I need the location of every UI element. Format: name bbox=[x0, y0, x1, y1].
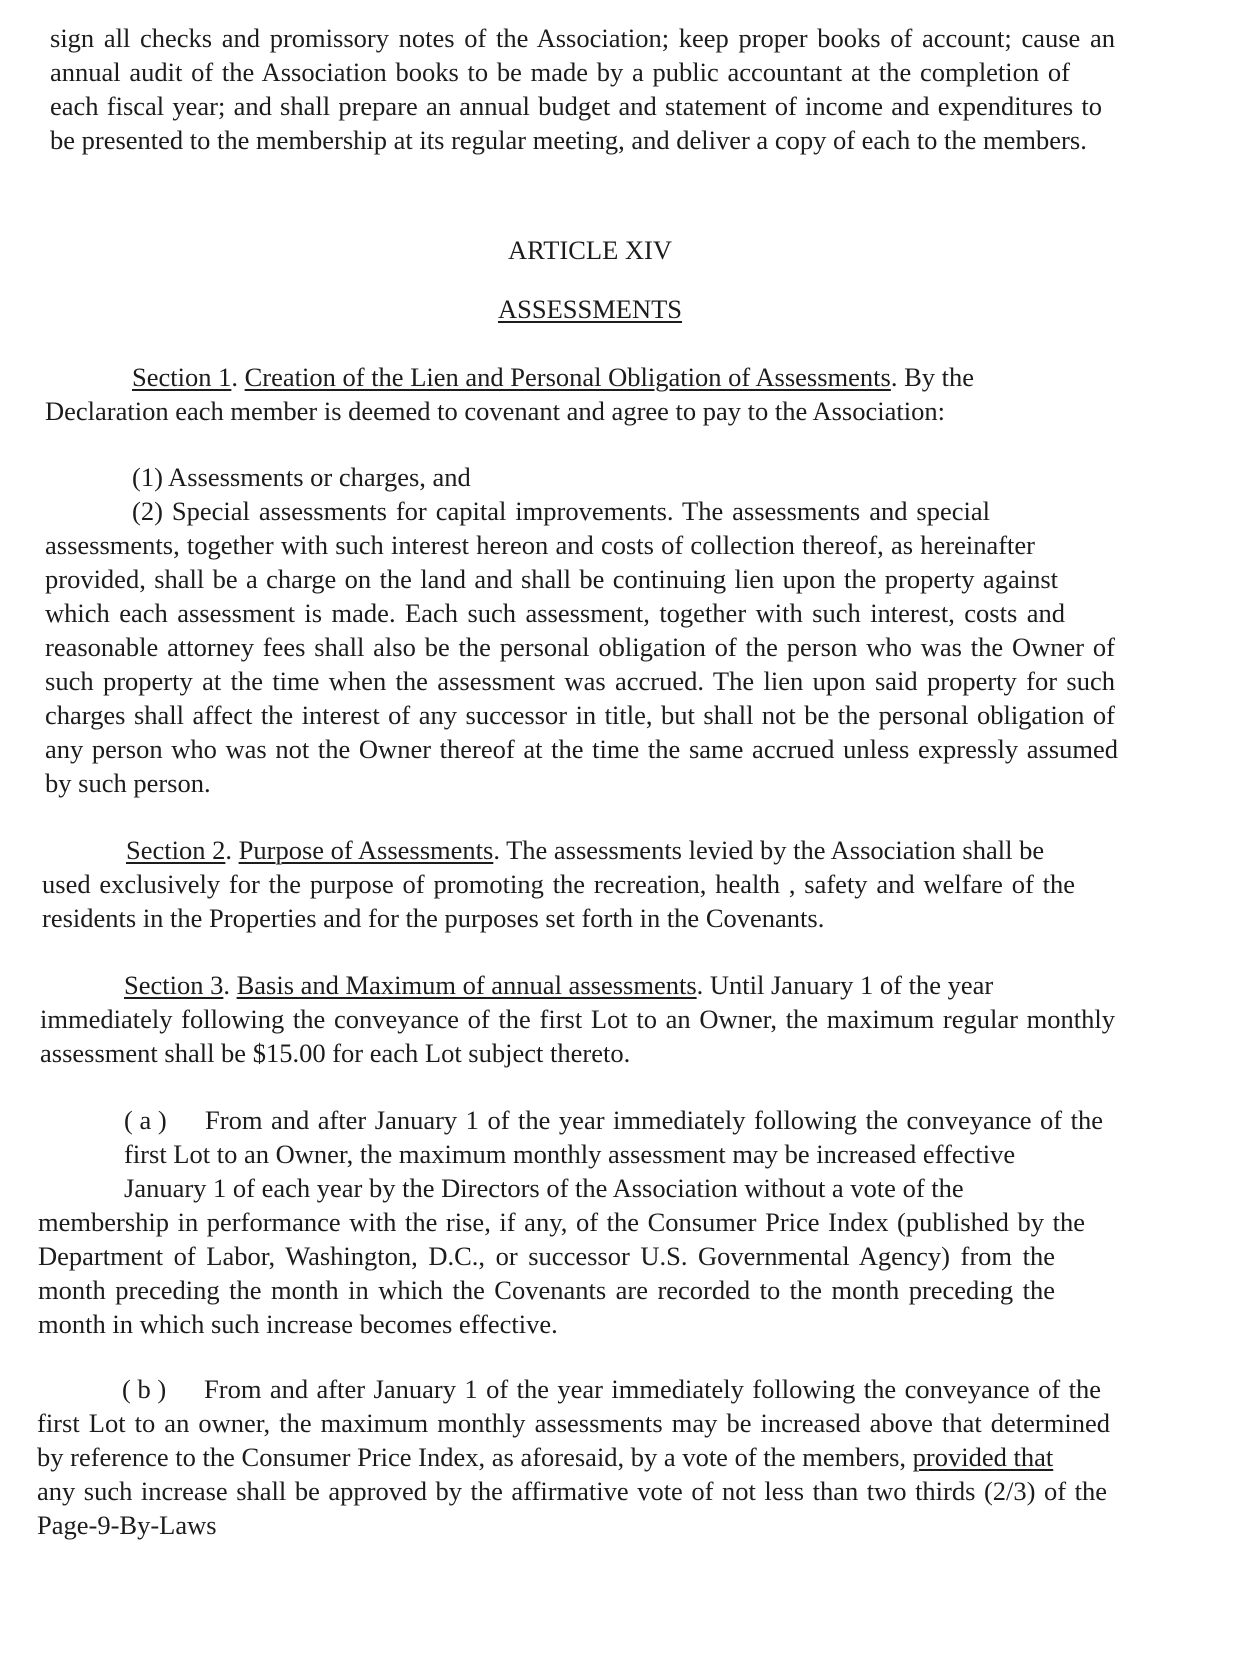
section-1-item-2-line: reasonable attorney fees shall also be the personal obligation of the person who was the Owner of bbox=[45, 632, 1115, 662]
top-paragraph-line-3: each fiscal year; and shall prepare an annual budget and statement of income and expenditures to bbox=[50, 91, 1102, 121]
section-1-item-2-last: by such person. bbox=[45, 768, 211, 798]
top-paragraph-line-2: annual audit of the Association books to be made by a public accountant at the completion of bbox=[50, 57, 1070, 87]
section-1-item-2-line: assessments, together with such interest hereon and costs of collection thereof, as hereinafter bbox=[45, 530, 1035, 560]
para-b-label: ( b ) bbox=[122, 1374, 167, 1404]
section-1-heading: Creation of the Lien and Personal Obligation of Assessments bbox=[244, 362, 891, 392]
para-b-first-line: From and after January 1 of the year immediately following the conveyance of the bbox=[204, 1374, 1101, 1404]
section-2-first-line-rest: . The assessments levied by the Association shall be bbox=[493, 835, 1045, 865]
section-2-heading-line: Section 2. Purpose of Assessments. The assessments levied by the Association shall be bbox=[126, 835, 1045, 865]
section-2-label: Section 2 bbox=[126, 835, 226, 865]
section-3-heading: Basis and Maximum of annual assessments bbox=[236, 970, 697, 1000]
para-a-line: month preceding the month in which the Covenants are recorded to the month preceding the bbox=[38, 1275, 1055, 1305]
page-footer: Page-9-By-Laws bbox=[37, 1510, 217, 1540]
para-b-provided-that: provided that bbox=[912, 1442, 1054, 1472]
section-3-label: Section 3 bbox=[124, 970, 224, 1000]
para-a-label: ( a ) bbox=[124, 1105, 167, 1135]
section-2-last: residents in the Properties and for the purposes set forth in the Covenants. bbox=[42, 903, 825, 933]
section-1-item-2-line: which each assessment is made. Each such assessment, together with such interest, costs and bbox=[45, 598, 1065, 628]
section-1-label: Section 1 bbox=[132, 362, 232, 392]
para-b-line-3 bbox=[37, 1440, 1053, 1474]
section-1-item-2-line: provided, shall be a charge on the land and shall be continuing lien upon the property against bbox=[45, 564, 1058, 594]
para-b-line-4: any such increase shall be approved by the affirmative vote of not less than two thirds (2/3) of the bbox=[37, 1476, 1107, 1506]
para-b-line: first Lot to an owner, the maximum monthly assessments may be increased above that determined bbox=[37, 1408, 1110, 1438]
section-1-item-1: (1) Assessments or charges, and bbox=[132, 462, 471, 492]
para-a-last: month in which such increase becomes effective. bbox=[38, 1309, 558, 1339]
section-1-item-2-first: (2) Special assessments for capital improvements. The assessments and special bbox=[132, 496, 990, 526]
para-a-indented-line: January 1 of each year by the Directors of the Association without a vote of the bbox=[124, 1173, 964, 1203]
para-b-line-3-start: by reference to the Consumer Price Index, as aforesaid, by a vote of the members, bbox=[37, 1442, 907, 1472]
section-1-first-line-rest: . By the bbox=[890, 362, 975, 392]
section-1-heading-line: Section 1. Creation of the Lien and Personal Obligation of Assessments. By the bbox=[132, 362, 975, 392]
section-2-line: used exclusively for the purpose of promoting the recreation, health , safety and welfare of the bbox=[42, 869, 1075, 899]
section-3-last: assessment shall be $15.00 for each Lot subject thereto. bbox=[40, 1038, 631, 1068]
section-2-heading: Purpose of Assessments bbox=[238, 835, 494, 865]
para-a-indented-line: first Lot to an Owner, the maximum monthly assessment may be increased effective bbox=[124, 1139, 1016, 1169]
section-1-item-2-line: such property at the time when the assessment was accrued. The lien upon said property for such bbox=[45, 666, 1115, 696]
para-a-line: Department of Labor, Washington, D.C., or successor U.S. Governmental Agency) from the bbox=[38, 1241, 1055, 1271]
section-3-line: immediately following the conveyance of the first Lot to an Owner, the maximum regular monthly bbox=[40, 1004, 1115, 1034]
top-paragraph-line-4: be presented to the membership at its regular meeting, and deliver a copy of each to the members. bbox=[50, 125, 1087, 155]
para-a-first-line: From and after January 1 of the year immediately following the conveyance of the bbox=[205, 1105, 1103, 1135]
section-3-heading-line: Section 3. Basis and Maximum of annual assessments. Until January 1 of the year bbox=[124, 970, 994, 1000]
article-number: ARTICLE XIV bbox=[507, 235, 672, 265]
section-1-line-2: Declaration each member is deemed to covenant and agree to pay to the Association: bbox=[45, 396, 945, 426]
article-title: ASSESSMENTS bbox=[497, 294, 683, 324]
para-a-line: membership in performance with the rise, if any, of the Consumer Price Index (published by the bbox=[38, 1207, 1085, 1237]
section-3-first-line-rest: . Until January 1 of the year bbox=[696, 970, 994, 1000]
section-1-item-2-line: any person who was not the Owner thereof at the time the same accrued unless expressly assumed bbox=[45, 734, 1118, 764]
top-paragraph-line-1: sign all checks and promissory notes of the Association; keep proper books of account; cause an bbox=[50, 23, 1115, 53]
section-1-item-2-line: charges shall affect the interest of any successor in title, but shall not be the personal obligation of bbox=[45, 700, 1115, 730]
